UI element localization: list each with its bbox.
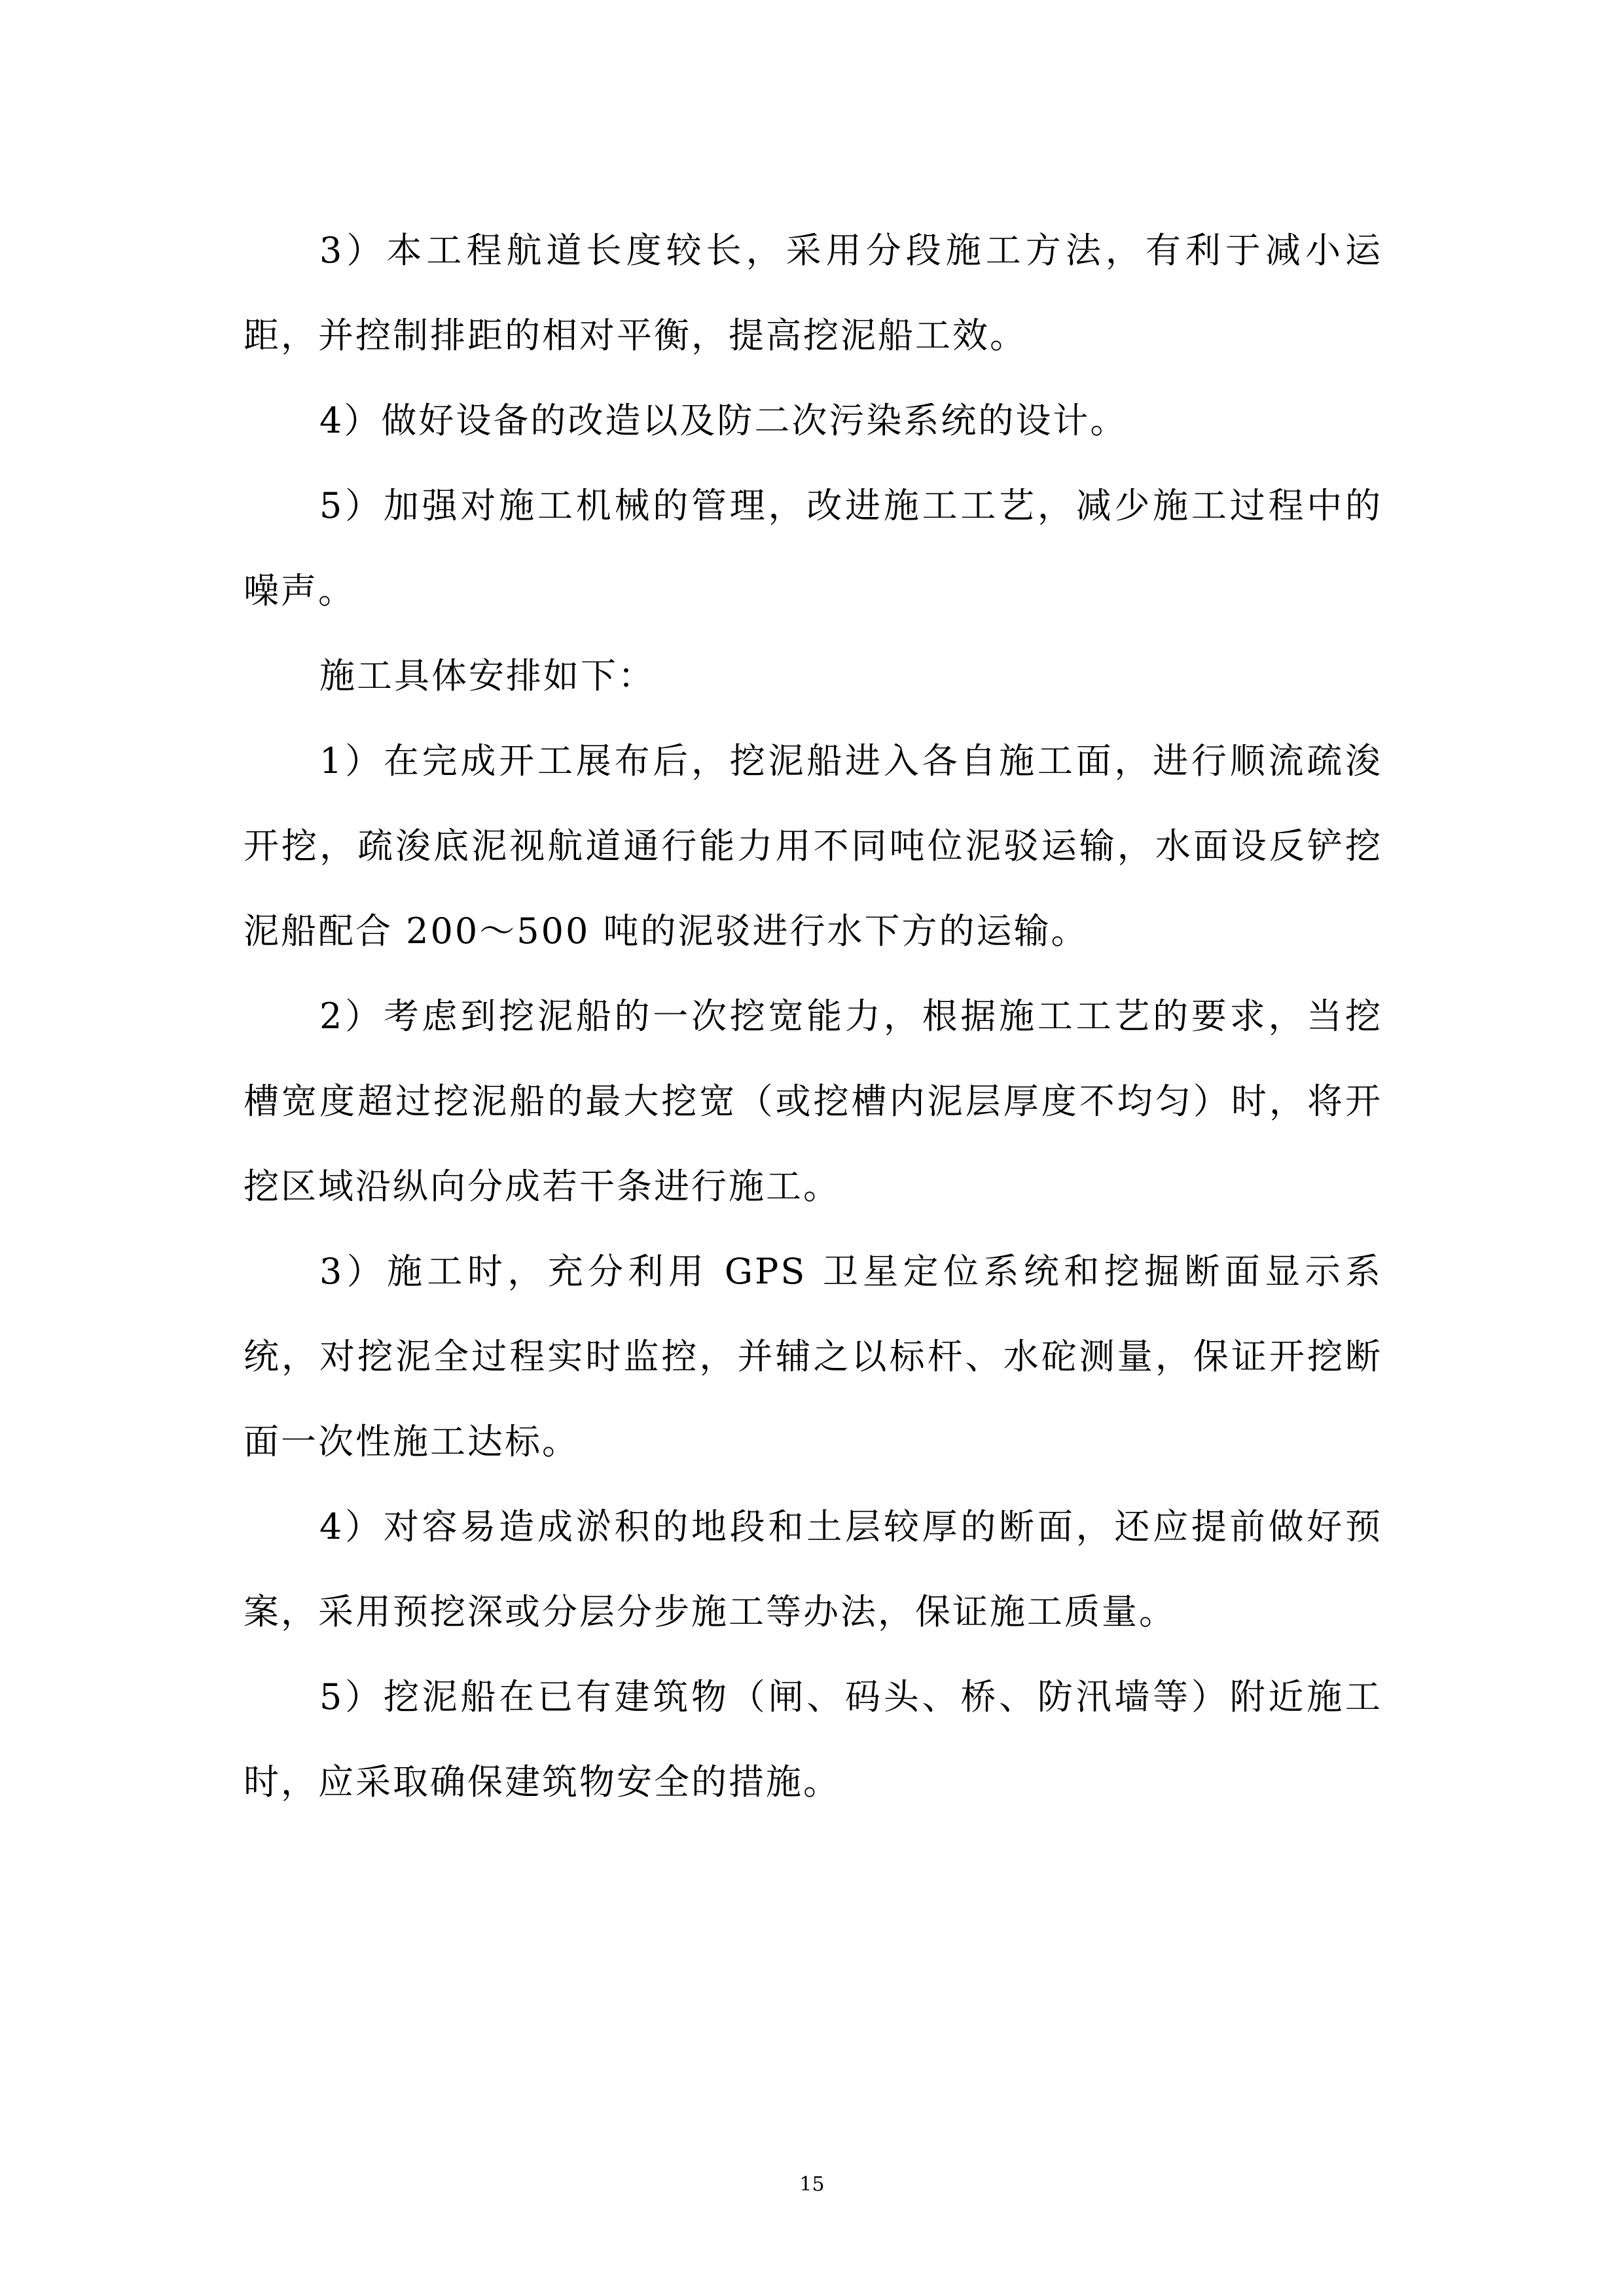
paragraph-item-4-equipment: 4）做好设备的改造以及防二次污染系统的设计。 bbox=[319, 400, 1128, 441]
paragraph-step-2: 2）考虑到挖泥船的一次挖宽能力，根据施工工艺的要求，当挖槽宽度超过挖泥船的最大挖宽（或挖槽内泥层厚度不均匀）时，将开挖区域沿纵向分成若干条进行施工。 bbox=[244, 996, 1382, 1207]
paragraph-step-1: 1）在完成开工展布后，挖泥船进入各自施工面，进行顺流疏浚开挖，疏浚底泥视航道通行能力用不同吨位泥驳运输，水面设反铲挖泥船配合 200～500 吨的泥驳进行水下方的运输。 bbox=[244, 740, 1382, 952]
page-number: 15 bbox=[799, 2173, 825, 2196]
paragraph-arrangement-heading: 施工具体安排如下： bbox=[319, 655, 655, 696]
paragraph-item-3-distance: 3）本工程航道长度较长，采用分段施工方法，有利于减小运距，并控制排距的相对平衡，提高挖泥船工效。 bbox=[244, 230, 1382, 356]
paragraph-step-3: 3）施工时，充分利用 GPS 卫星定位系统和挖掘断面显示系统，对挖泥全过程实时监控，并辅之以标杆、水砣测量，保证开挖断面一次性施工达标。 bbox=[244, 1251, 1382, 1462]
paragraph-step-4: 4）对容易造成淤积的地段和土层较厚的断面，还应提前做好预案，采用预挖深或分层分步施工等办法，保证施工质量。 bbox=[244, 1506, 1382, 1632]
body-text bbox=[244, 208, 1382, 1825]
paragraph-step-5: 5）挖泥船在已有建筑物（闸、码头、桥、防汛墙等）附近施工时，应采取确保建筑物安全的措施。 bbox=[244, 1676, 1382, 1803]
paragraph-item-5-noise: 5）加强对施工机械的管理，改进施工工艺，减少施工过程中的噪声。 bbox=[244, 485, 1382, 611]
